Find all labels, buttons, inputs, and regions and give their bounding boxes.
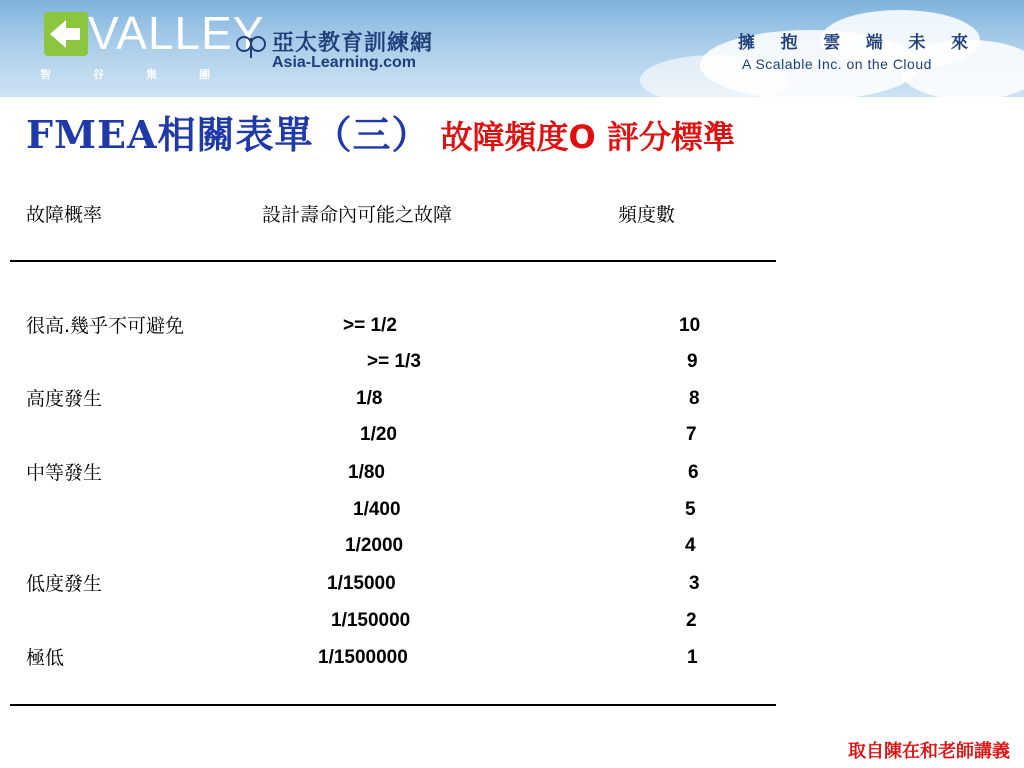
column-header-probability: 故障概率 xyxy=(26,204,103,226)
row-failures: >= 1/2 xyxy=(343,315,397,336)
asia-learning-logo-icon xyxy=(234,32,268,62)
column-header-failures: 設計壽命內可能之故障 xyxy=(262,204,453,226)
row-failures: 1/2000 xyxy=(345,535,404,556)
row-rank: 6 xyxy=(688,462,699,483)
table-top-rule xyxy=(10,260,776,262)
row-rank: 7 xyxy=(686,424,697,445)
asia-learning-chinese-name: 亞太教育訓練網 xyxy=(272,31,434,56)
row-probability: 很高.幾乎不可避免 xyxy=(26,315,185,337)
row-failures: 1/1500000 xyxy=(318,647,408,668)
column-header-rank: 頻度數 xyxy=(618,204,676,226)
header-banner xyxy=(0,0,1024,97)
row-rank: 8 xyxy=(689,388,700,409)
row-failures: 1/8 xyxy=(356,388,383,409)
row-failures: 1/80 xyxy=(348,462,385,483)
row-failures: 1/400 xyxy=(353,499,401,520)
table-bottom-rule xyxy=(10,704,776,706)
row-failures: 1/150000 xyxy=(331,610,411,631)
row-probability: 低度發生 xyxy=(26,573,103,595)
row-failures: 1/20 xyxy=(360,424,397,445)
asia-learning-english-name: Asia-Learning.com xyxy=(272,54,417,71)
row-probability: 極低 xyxy=(26,647,65,669)
valley-logo-text: VALLEY xyxy=(88,7,265,59)
source-credit: 取自陳在和老師講義 xyxy=(848,741,1010,762)
valley-logo-subtitle: 智 谷 集 團 xyxy=(40,68,210,81)
row-rank: 1 xyxy=(687,647,698,668)
row-rank: 2 xyxy=(686,610,697,631)
row-rank: 4 xyxy=(685,535,696,556)
row-rank: 3 xyxy=(689,573,700,594)
title-subtitle: 故障頻度O 評分標準 xyxy=(440,118,735,156)
row-rank: 10 xyxy=(679,315,701,336)
row-failures: 1/15000 xyxy=(327,573,396,594)
row-probability: 中等發生 xyxy=(26,462,103,484)
row-failures: >= 1/3 xyxy=(367,351,421,372)
title-main: FMEA相關表單（三） xyxy=(26,112,431,157)
row-rank: 5 xyxy=(685,499,696,520)
row-rank: 9 xyxy=(687,351,698,372)
valley-logo-icon xyxy=(44,12,88,56)
row-probability: 高度發生 xyxy=(26,388,103,410)
header-tagline: A Scalable Inc. on the Cloud xyxy=(742,56,932,72)
page-title xyxy=(26,104,735,159)
header-slogan: 擁 抱 雲 端 未 來 xyxy=(738,33,968,53)
